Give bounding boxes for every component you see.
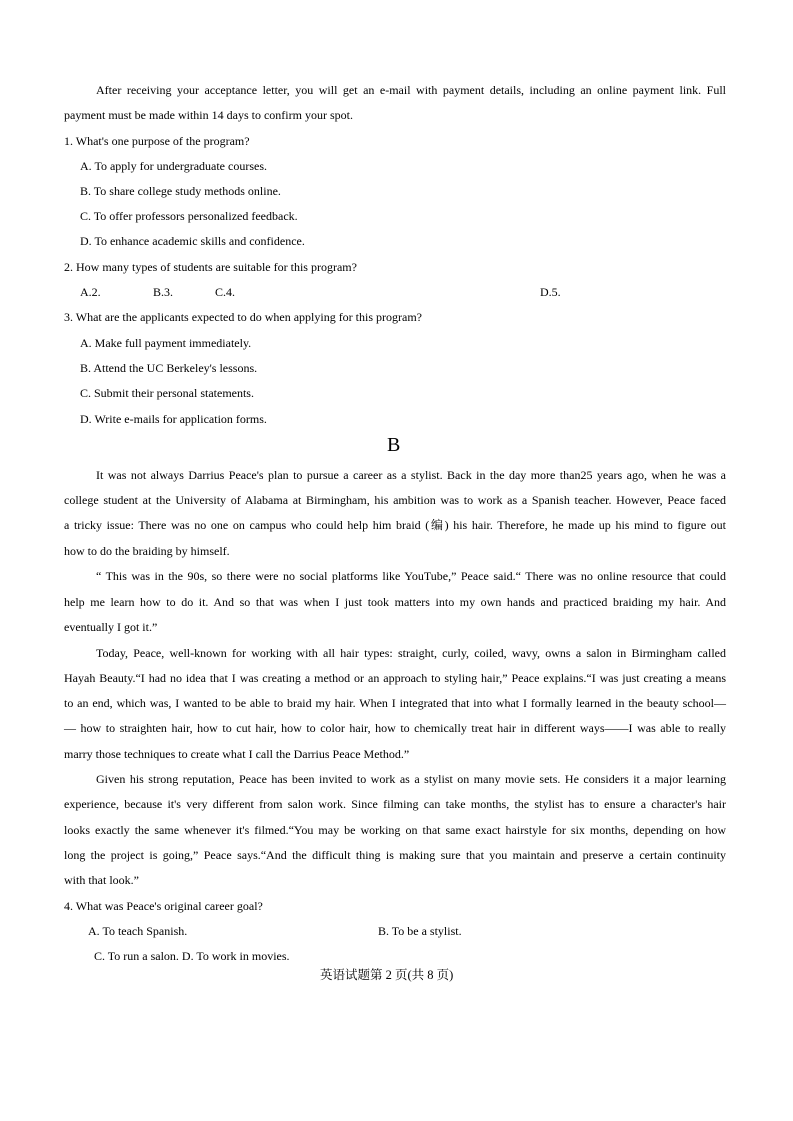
question-3-stem: 3. What are the applicants expected to do when applying for this program? bbox=[64, 310, 422, 324]
passage-p3-line-5: marry those techniques to create what I call the Darrius Peace Method.” bbox=[64, 747, 410, 761]
question-1-option-c[interactable]: C. To offer professors personalized feedback. bbox=[80, 209, 298, 223]
question-4-option-a[interactable]: A. To teach Spanish. bbox=[88, 924, 188, 938]
question-3-option-b[interactable]: B. Attend the UC Berkeley's lessons. bbox=[80, 361, 258, 375]
question-3-option-c[interactable]: C. Submit their personal statements. bbox=[80, 386, 254, 400]
question-2-option-a[interactable]: A.2. bbox=[80, 285, 101, 299]
question-2-option-b[interactable]: B.3. bbox=[153, 285, 174, 299]
passage-p1-line-4: how to do the braiding by himself. bbox=[64, 544, 230, 558]
passage-p1-line-3: a tricky issue: There was no one on campus who could help him braid (编) his hair. Therefore, he made up his mind to figure out bbox=[64, 518, 726, 532]
passage-p2-line-2: help me learn how to do it. And so that was when I just took matters into my own hands and practiced braiding my hair. And bbox=[64, 595, 726, 609]
passage-p4-line-3: looks exactly the same whenever it's filmed.“You may be working on that same exact hairstyle for six months, depending on how bbox=[64, 823, 726, 837]
passage-p2-line-1: “ This was in the 90s, so there were no social platforms like YouTube,” Peace said.“ There was no online resource that could bbox=[96, 569, 726, 583]
question-3-option-d[interactable]: D. Write e-mails for application forms. bbox=[80, 412, 267, 426]
intro-line-1: After receiving your acceptance letter, you will get an e-mail with payment details, including an online payment link. Full bbox=[96, 83, 726, 97]
question-4-option-b[interactable]: B. To be a stylist. bbox=[378, 924, 462, 938]
passage-p4-line-4: long the project is going,” Peace says.“And the difficult thing is making sure that you maintain and preserve a certain continuity bbox=[64, 848, 726, 862]
passage-p4-line-2: experience, because it's very different from salon work. Since filming can take months, the stylist has to ensure a character's hair bbox=[64, 797, 726, 811]
question-1-stem: 1. What's one purpose of the program? bbox=[64, 134, 250, 148]
question-1-option-b[interactable]: B. To share college study methods online. bbox=[80, 184, 281, 198]
question-4-option-cd[interactable]: C. To run a salon. D. To work in movies. bbox=[94, 949, 290, 963]
question-2-stem: 2. How many types of students are suitable for this program? bbox=[64, 260, 357, 274]
intro-line-2: payment must be made within 14 days to confirm your spot. bbox=[64, 108, 353, 122]
question-1-option-a[interactable]: A. To apply for undergraduate courses. bbox=[80, 159, 267, 173]
passage-p2-line-3: eventually I got it.” bbox=[64, 620, 158, 634]
question-3-option-a[interactable]: A. Make full payment immediately. bbox=[80, 336, 252, 350]
passage-p1-line-1: It was not always Darrius Peace's plan to pursue a career as a stylist. Back in the day more than25 years ago, when he was a bbox=[96, 468, 726, 482]
section-b-heading: B bbox=[387, 434, 401, 456]
passage-p4-line-5: with that look.” bbox=[64, 873, 139, 887]
passage-p1-line-2: college student at the University of Alabama at Birmingham, his ambition was to work as a Spanish teacher. However, Peace faced bbox=[64, 493, 726, 507]
question-1-option-d[interactable]: D. To enhance academic skills and confidence. bbox=[80, 234, 305, 248]
passage-p3-line-1: Today, Peace, well-known for working with all hair types: straight, curly, coiled, wavy, owns a salon in Birmingham called bbox=[96, 646, 726, 660]
question-4-stem: 4. What was Peace's original career goal? bbox=[64, 899, 263, 913]
passage-p3-line-4: — how to straighten hair, how to cut hair, how to color hair, how to chemically treat hair in different ways——I was able to really bbox=[64, 721, 726, 735]
question-2-option-c[interactable]: C.4. bbox=[215, 285, 236, 299]
passage-p4-line-1: Given his strong reputation, Peace has been invited to work as a stylist on many movie sets. He considers it a major learning bbox=[96, 772, 726, 786]
page-footer: 英语试题第 2 页(共 8 页) bbox=[320, 968, 454, 982]
question-2-option-d[interactable]: D.5. bbox=[540, 285, 561, 299]
passage-p3-line-2: Hayah Beauty.“I had no idea that I was creating a method or an approach to styling hair,” Peace explains.“I was just creating a means bbox=[64, 671, 726, 685]
passage-p3-line-3: to an end, which was, I wanted to be able to braid my hair. When I integrated that into what I formally learned in the beauty school— bbox=[64, 696, 726, 710]
